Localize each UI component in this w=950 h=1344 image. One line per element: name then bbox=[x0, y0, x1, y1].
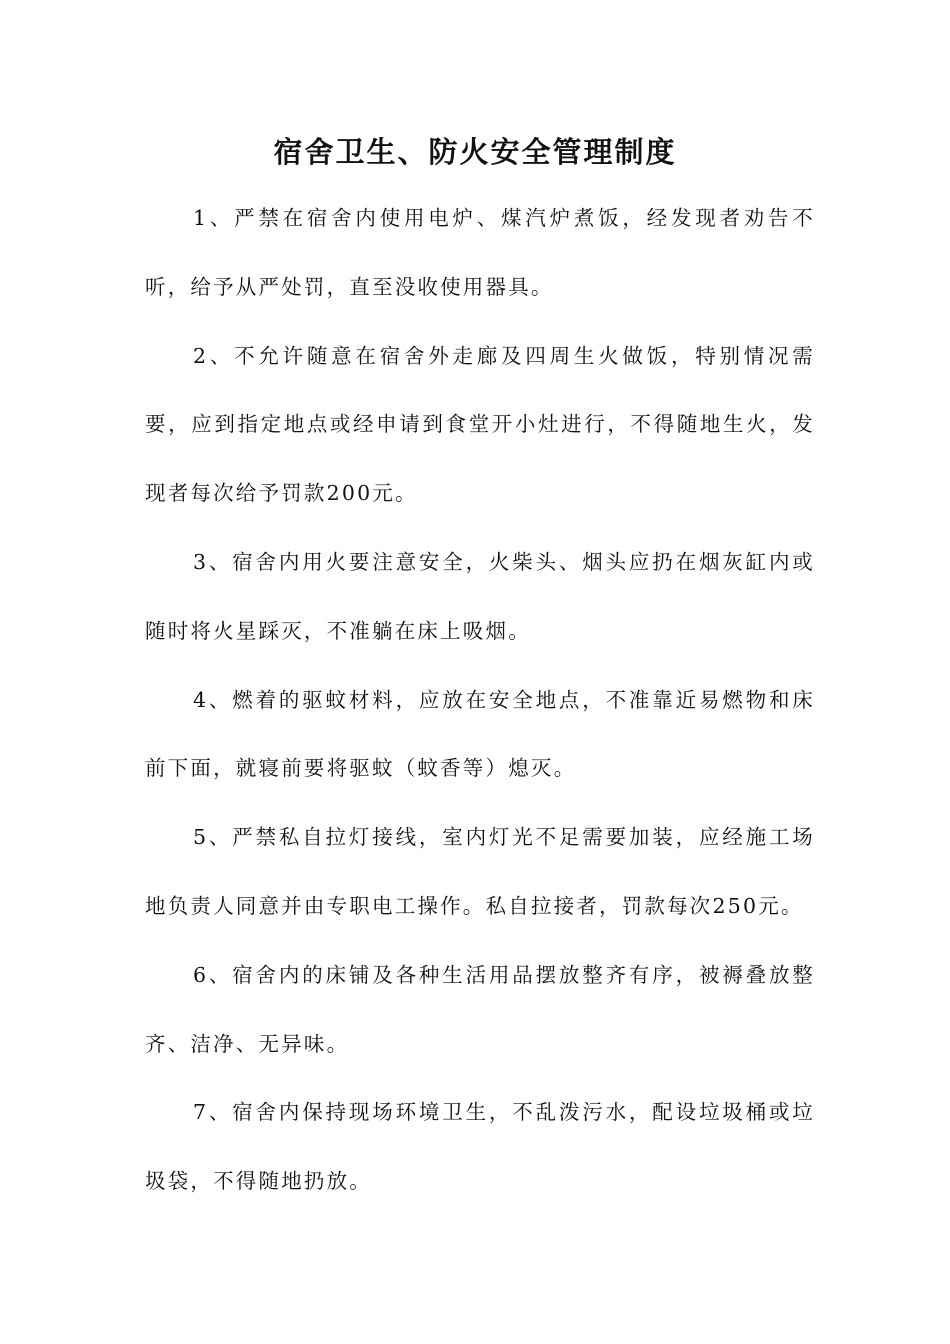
paragraph-4: 4、燃着的驱蚊材料，应放在安全地点，不准靠近易燃物和床前下面，就寝前要将驱蚊（蚊香等）熄灭。 bbox=[145, 687, 815, 781]
paragraph-3: 3、宿舍内用火要注意安全，火柴头、烟头应扔在烟灰缸内或随时将火星踩灭，不准躺在床上吸烟。 bbox=[145, 549, 815, 643]
document-title: 宿舍卫生、防火安全管理制度 bbox=[273, 135, 677, 169]
paragraph-1: 1、严禁在宿舍内使用电炉、煤汽炉煮饭，经发现者劝告不听，给予从严处罚，直至没收使用器具。 bbox=[145, 206, 815, 299]
paragraph-5: 5、严禁私自拉灯接线，室内灯光不足需要加装，应经施工场地负责人同意并由专职电工操作。私自拉接者，罚款每次250元。 bbox=[145, 825, 815, 918]
paragraph-2: 2、不允许随意在宿舍外走廊及四周生火做饭，特别情况需要，应到指定地点或经申请到食堂开小灶进行，不得随地生火，发现者每次给予罚款200元。 bbox=[145, 343, 815, 506]
paragraph-7: 7、宿舍内保持现场环境卫生，不乱泼污水，配设垃圾桶或垃圾袋，不得随地扔放。 bbox=[145, 1100, 815, 1194]
paragraph-6: 6、宿舍内的床铺及各种生活用品摆放整齐有序，被褥叠放整齐、洁净、无异味。 bbox=[145, 962, 815, 1056]
document-body bbox=[145, 184, 815, 1216]
